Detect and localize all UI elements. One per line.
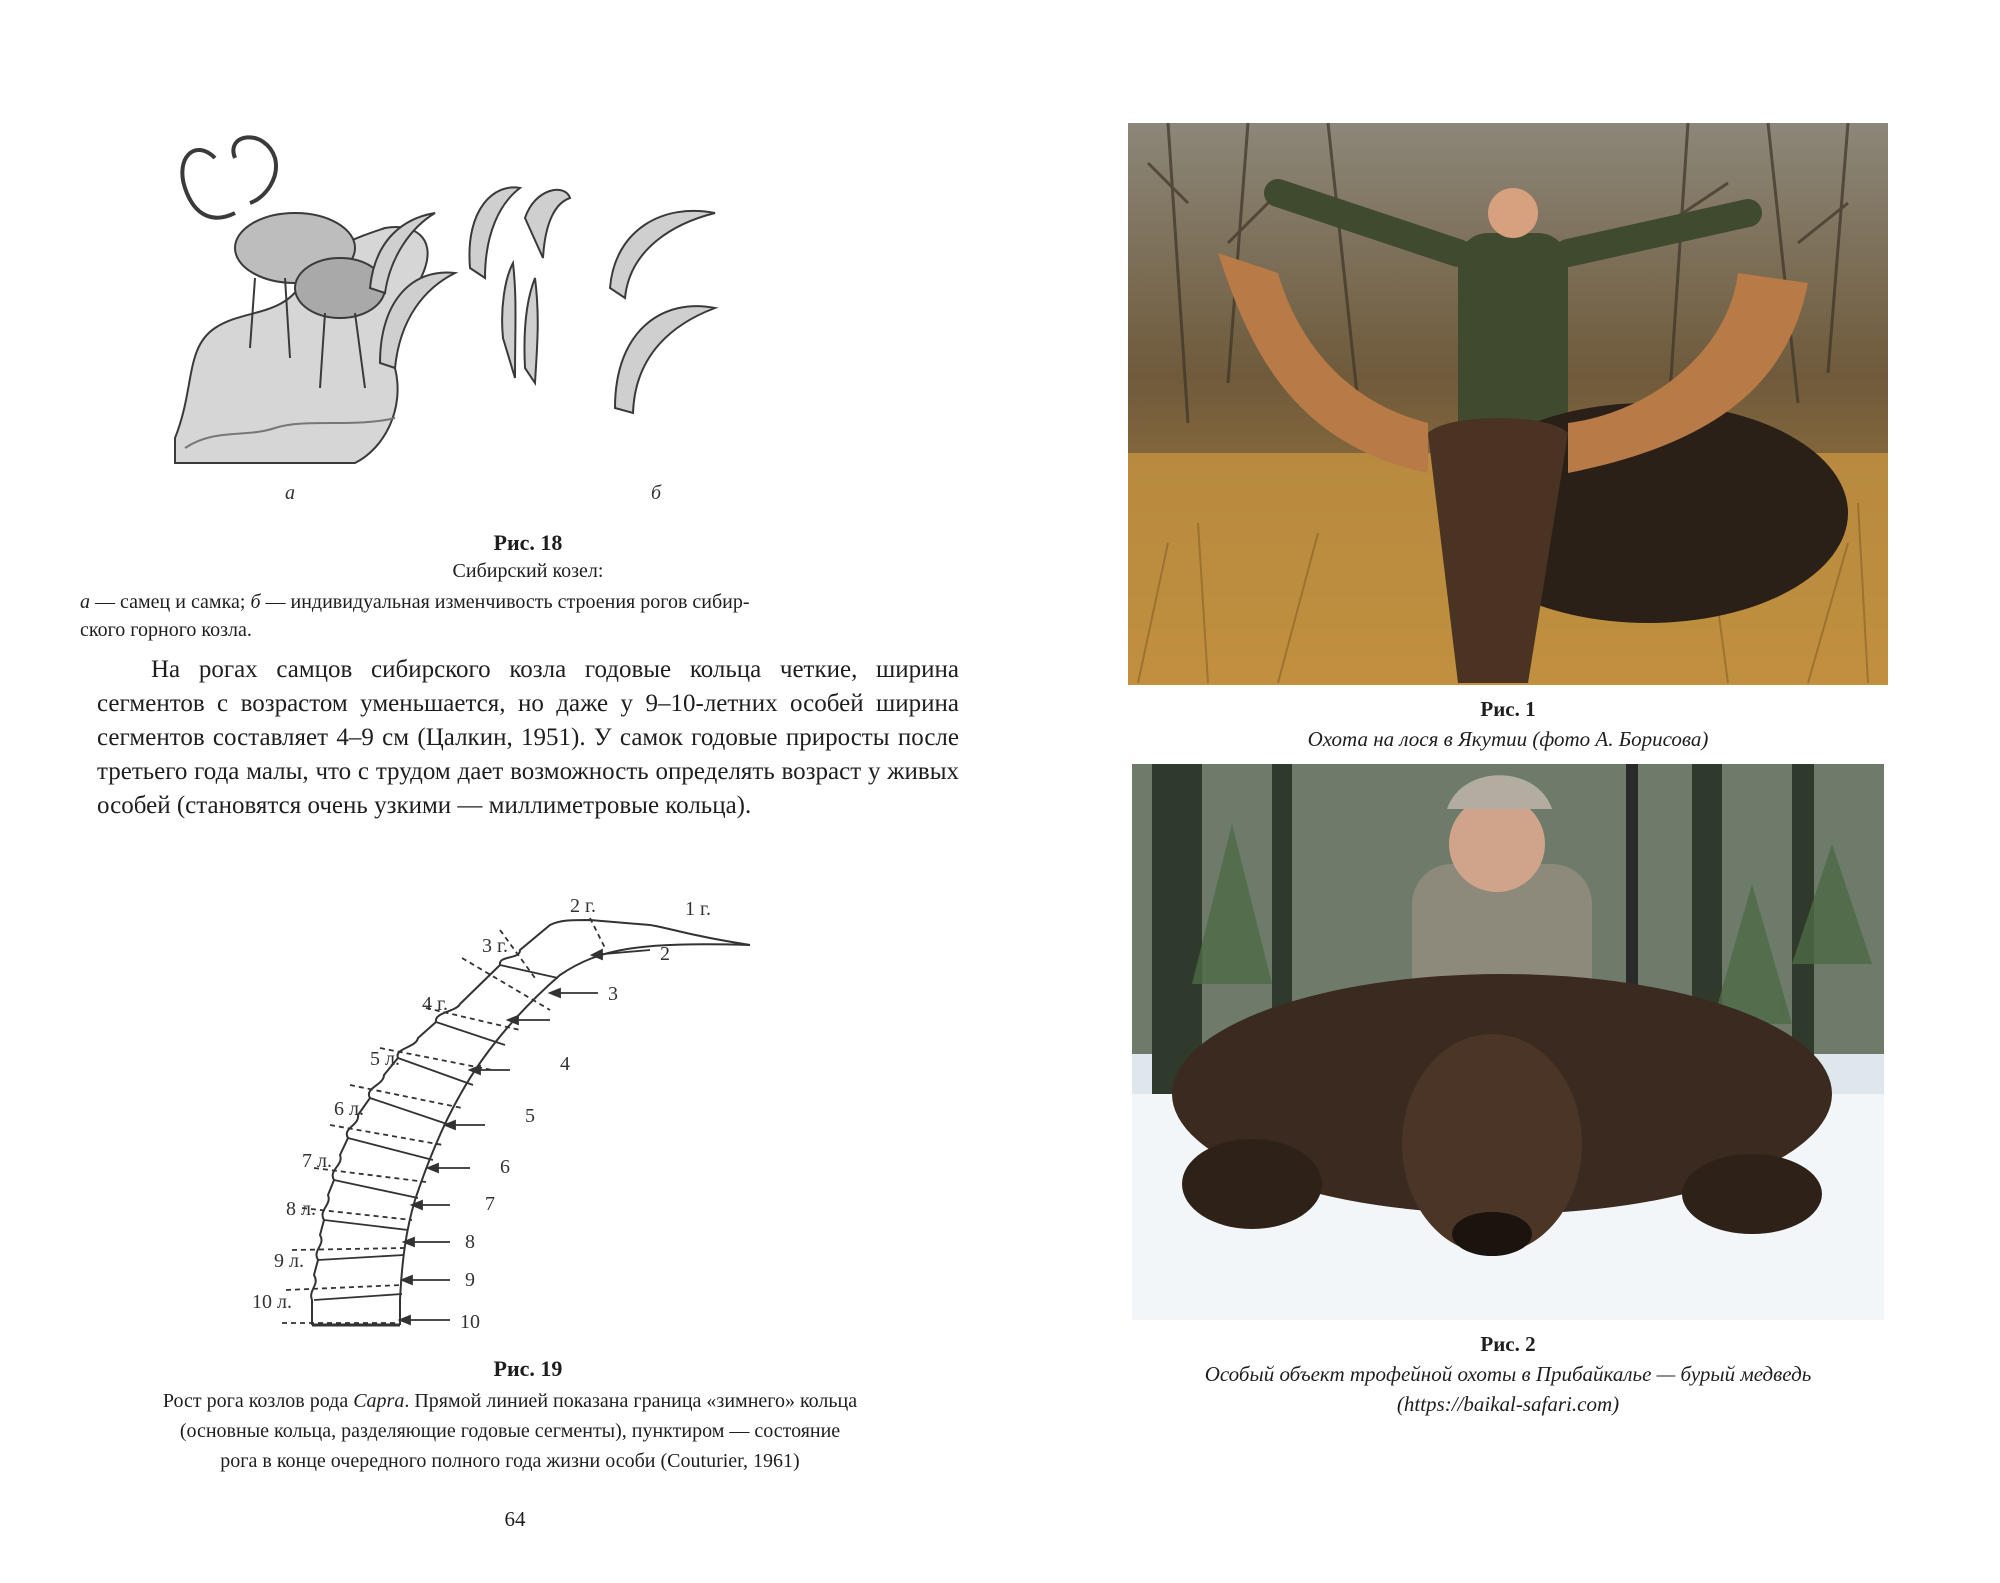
- fig19-caption-genus: Capra: [353, 1390, 405, 1412]
- fig19-caption-line3: рога в конце очередного полного года жизни особи (Couturier, 1961): [220, 1450, 800, 1472]
- ring-number-3: 3: [608, 983, 618, 1005]
- age-label-5: 5 л.: [370, 1048, 400, 1070]
- age-label-3: 3 г.: [482, 935, 508, 957]
- fig18-desc-line2: ского горного козла.: [80, 619, 252, 641]
- ring-number-10: 10: [460, 1311, 480, 1333]
- fig18-desc-text-b: — индивидуальная изменчивость строения рогов сибир-: [260, 591, 750, 613]
- fig18-sub-label-b: б: [650, 482, 662, 504]
- ring-number-5: 5: [525, 1105, 535, 1127]
- fig18-desc-letter-b: б: [250, 591, 261, 613]
- age-label-9: 9 л.: [274, 1250, 304, 1272]
- page-number: 64: [504, 1507, 526, 1531]
- moose-photo-image: [1128, 123, 1888, 685]
- fig18-sub-label-a: а: [285, 482, 295, 504]
- ring-number-6: 6: [500, 1156, 510, 1178]
- ring-number-2: 2: [660, 943, 670, 965]
- age-label-10: 10 л.: [252, 1291, 292, 1313]
- fig18-desc-text-a: — самец и самка;: [90, 591, 251, 613]
- ring-number-4: 4: [560, 1053, 570, 1075]
- age-label-1: 1 г.: [685, 898, 711, 920]
- fig2-caption-line2: (https://baikal-safari.com): [1396, 1392, 1620, 1416]
- fig19-caption: [60, 1386, 960, 1476]
- age-label-2: 2 г.: [570, 895, 596, 917]
- fig19-title: Рис. 19: [493, 1356, 563, 1381]
- fig18-desc-letter-a: а: [80, 591, 90, 613]
- bear-photo-image: [1132, 764, 1884, 1320]
- fig1-title: Рис. 1: [1480, 697, 1536, 721]
- fig2-title: Рис. 2: [1480, 1332, 1536, 1356]
- fig1-caption: Охота на лося в Якутии (фото А. Борисова): [1307, 727, 1709, 751]
- fig18-description: [80, 588, 960, 644]
- age-label-7: 7 л.: [302, 1150, 332, 1172]
- goats-sketch: [175, 137, 428, 463]
- fig19-caption-line2: (основные кольца, разделяющие годовые сегменты), пунктиром — состояние: [179, 1420, 841, 1442]
- body-paragraph: На рогах самцов сибирского козла годовые кольца четкие, ширина сегментов с возрастом уменьшается, но даже у 9–10-летних особей ширина сегментов составляет 4–9 см (Цалкин, 1951). У самок годовые приросты после третьего года малы, что с трудом дает возможность определять возраст у живых особей (становятся очень узкими — миллиметровые кольца).: [97, 656, 959, 819]
- fig18-title: Рис. 18: [493, 530, 563, 555]
- horn-inner-edge: [400, 944, 750, 1325]
- age-label-4: 4 г.: [422, 993, 448, 1015]
- fig19-caption-pre: Рост рога козлов рода: [162, 1390, 354, 1412]
- ring-number-9: 9: [465, 1269, 475, 1291]
- fig19-caption-post: . Прямой линией показана граница «зимнего» кольца: [404, 1390, 858, 1412]
- ring-number-7: 7: [485, 1193, 495, 1215]
- fig2-caption-line1: Особый объект трофейной охоты в Прибайкалье — бурый медведь: [1204, 1362, 1812, 1386]
- moose-photo: [1128, 123, 1888, 685]
- age-label-6: 6 л.: [334, 1098, 364, 1120]
- fig19-horn-diagram: [230, 880, 790, 1340]
- age-label-8: 8 л.: [286, 1198, 316, 1220]
- fig18-subtitle: Сибирский козел:: [452, 560, 604, 582]
- bear-photo: [1132, 764, 1884, 1320]
- horn-variants: [370, 187, 715, 413]
- fig18-illustration: [155, 128, 915, 473]
- ring-number-8: 8: [465, 1231, 475, 1253]
